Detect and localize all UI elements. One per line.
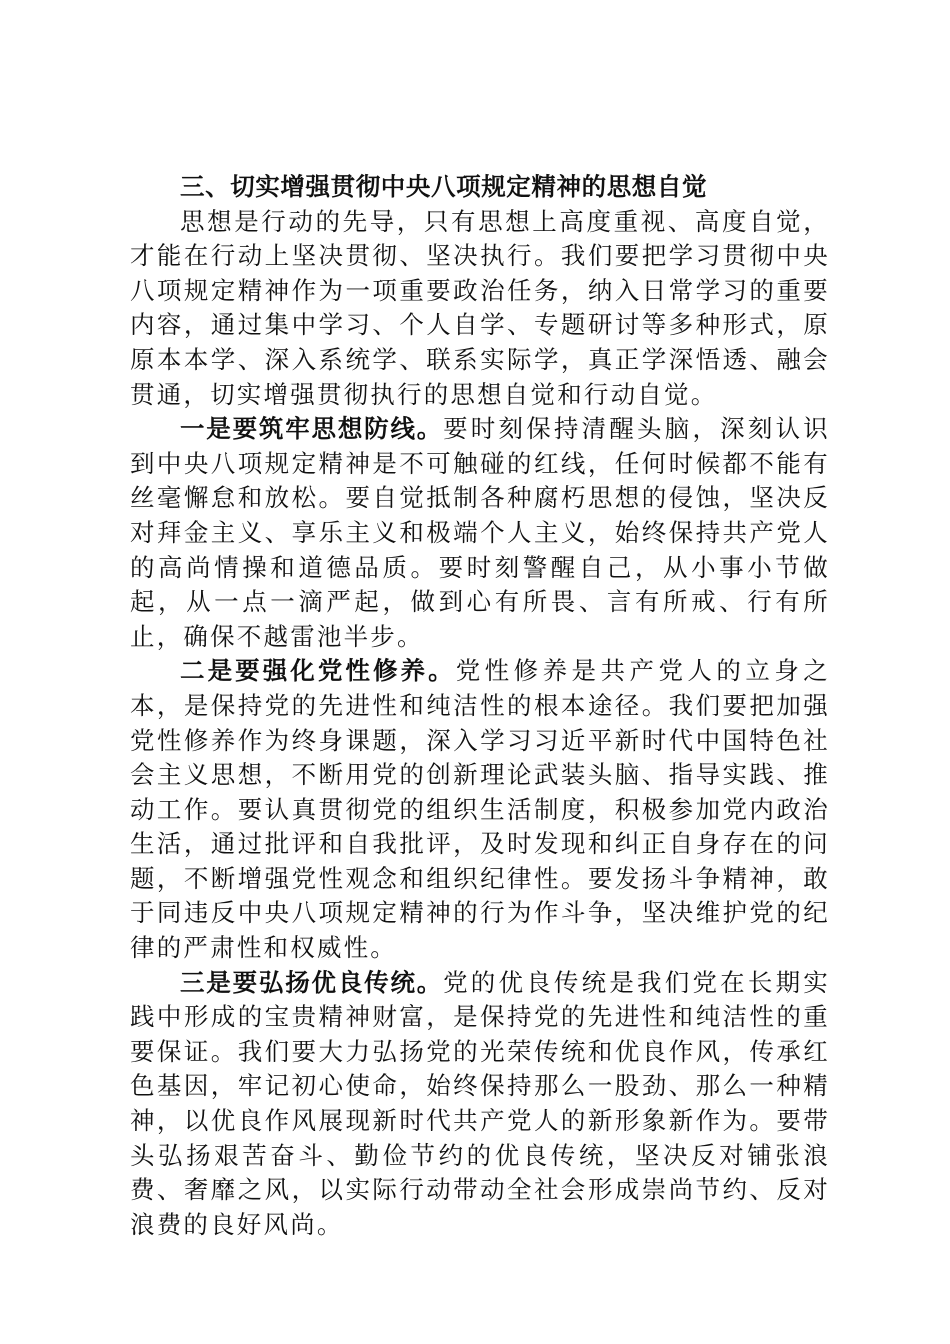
- point-lead-1: 一是要筑牢思想防线。: [180, 414, 444, 444]
- point-paragraph-2: [130, 654, 830, 965]
- point-text-3: 党的优良传统是我们党在长期实践中形成的宝贵精神财富，是保持党的先进性和纯洁性的重要保证。我们要大力弘扬党的光荣传统和优良作风，传承红色基因，牢记初心使命，始终保持那么一股劲、那么一种精神，以优良作风展现新时代共产党人的新形象新作为。要带头弘扬艰苦奋斗、勤俭节约的优良传统，坚决反对铺张浪费、奢靡之风，以实际行动带动全社会形成崇尚节约、反对浪费的良好风尚。: [130, 967, 830, 1239]
- point-paragraph-1: [130, 412, 830, 654]
- point-lead-3: 三是要弘扬优良传统。: [180, 967, 444, 997]
- point-text-1: 要时刻保持清醒头脑，深刻认识到中央八项规定精神是不可触碰的红线，任何时候都不能有丝毫懈怠和放松。要自觉抵制各种腐朽思想的侵蚀，坚决反对拜金主义、享乐主义和极端个人主义，始终保持共产党人的高尚情操和道德品质。要时刻警醒自己，从小事小节做起，从一点一滴严起，做到心有所畏、言有所戒、行有所止，确保不越雷池半步。: [130, 414, 830, 651]
- point-lead-2: 二是要强化党性修养。: [180, 656, 456, 686]
- section-heading: 三、切实增强贯彻中央八项规定精神的思想自觉: [180, 172, 708, 201]
- document-body: [130, 170, 830, 1242]
- point-paragraph-3: [130, 966, 830, 1243]
- point-text-2: 党性修养是共产党人的立身之本，是保持党的先进性和纯洁性的根本途径。我们要把加强党性修养作为终身课题，深入学习习近平新时代中国特色社会主义思想，不断用党的创新理论武装头脑、指导实践、推动工作。要认真贯彻党的组织生活制度，积极参加党内政治生活，通过批评和自我批评，及时发现和纠正自身存在的问题，不断增强党性观念和组织纪律性。要发扬斗争精神，敢于同违反中央八项规定精神的行为作斗争，坚决维护党的纪律的严肃性和权威性。: [130, 656, 830, 963]
- intro-paragraph: 思想是行动的先导，只有思想上高度重视、高度自觉，才能在行动上坚决贯彻、坚决执行。我们要把学习贯彻中央八项规定精神作为一项重要政治任务，纳入日常学习的重要内容，通过集中学习、个人自学、专题研讨等多种形式，原原本本学、深入系统学、联系实际学，真正学深悟透、融会贯通，切实增强贯彻执行的思想自觉和行动自觉。: [130, 206, 830, 409]
